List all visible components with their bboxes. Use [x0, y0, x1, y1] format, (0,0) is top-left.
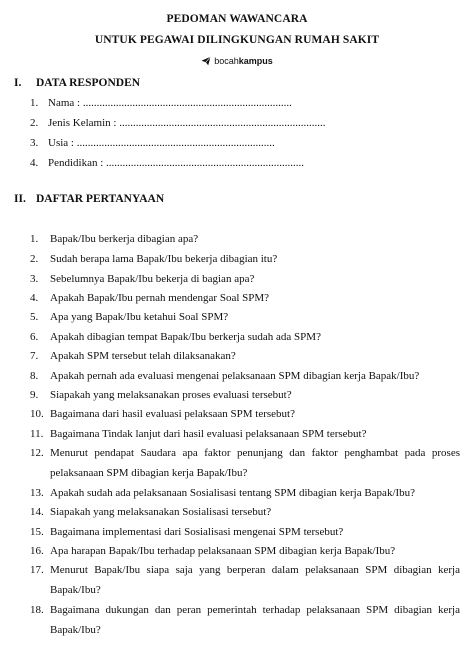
section-title: DATA RESPONDEN	[36, 77, 141, 89]
respondent-field-education: 4. Pendidikan : ........................................................................	[30, 157, 305, 169]
respondent-field-age: 3. Usia : ........................................................................	[30, 137, 275, 149]
field-blank: : ........................................................................	[97, 157, 305, 169]
section-heading-questions	[14, 193, 164, 205]
field-label: Pendidikan	[48, 157, 98, 169]
section-heading-respondent	[14, 77, 140, 89]
field-blank: : ........................................................................	[68, 137, 275, 149]
field-label: Nama	[48, 97, 75, 109]
section-title: DAFTAR PERTANYAAN	[36, 193, 165, 205]
field-label: Jenis Kelamin	[48, 117, 111, 129]
field-label: Usia	[48, 137, 69, 149]
field-blank: : ...........................................................................	[110, 117, 326, 129]
brand-logo	[0, 56, 474, 66]
document-page: PEDOMAN WAWANCARA UNTUK PEGAWAI DILINGKUNGAN RUMAH SAKIT bocah kampus I. DATA RESPONDEN 1. Nama : ............................................................................ 2. Jenis Kelamin : ........................................................................... 3. Usia : ........................................................................ 4. Pendidikan : ........................................................................ II. DAFTAR PERTANYAAN 1. Bapak/Ibu berkerja dibagian apa? 2. Sudah berapa lama Bapak/Ibu bekerja dibagian itu? 3. Sebelumnya Bapak/Ibu bekerja di bagian apa? 4. Apakah Bapak/Ibu pernah mendengar Soal SPM? 5. Apa yang Bapak/Ibu ketahui Soal SPM? 6. Apakah dibagian tempat Bapak/Ibu berkerja sudah ada SPM? 7. Apakah SPM tersebut telah dilaksanakan? 8. Apakah pernah ada evaluasi mengenai pelaksanaan SPM dibagian kerja Bapak/Ibu? 9. Siapakah yang melaksanakan proses evaluasi tersebut? 10. Bagaimana dari hasil evaluasi pelaksaan SPM tersebut? 11. Bagaimana Tindak lanjut dari hasil evaluasi pelaksanaan SPM tersebut? 12. Menurut pendapat Saudara apa faktor penunjang dan faktor penghambat pada proses pelaksanaan SPM dibagian kerja Bapak/Ibu? 13. Apakah sudah ada pelaksanaan Sosialisasi tentang SPM dibagian kerja Bapak/Ibu? 14. Siapakah yang melaksanakan Sosialisasi tersebut? 15. Bagaimana implementasi dari Sosialisasi mengenai SPM tersebut? 16. Apa harapan Bapak/Ibu terhadap pelaksanaan SPM dibagian kerja Bapak/Ibu? 17. Menurut Bapak/Ibu siapa saja yang berperan dalam pelaksanaan SPM dibagian kerja Bapak/Ibu? 18. Bagaimana dukungan dan peran pemerintah terhadap pelaksanaan SPM dibagian kerja Bapak/Ibu?	[0, 0, 474, 659]
field-blank: : ............................................................................	[74, 97, 292, 109]
brand-prefix: bocah	[214, 56, 239, 66]
brand-suffix: kampus	[238, 56, 273, 66]
document-title: PEDOMAN WAWANCARA	[166, 13, 308, 25]
document-subtitle: UNTUK PEGAWAI DILINGKUNGAN RUMAH SAKIT	[94, 34, 380, 46]
section-number: I.	[14, 77, 22, 89]
respondent-field-name: 1. Nama : ............................................................................	[30, 97, 292, 109]
paper-plane-icon	[201, 56, 211, 66]
section-number: II.	[14, 193, 26, 205]
respondent-field-gender: 2. Jenis Kelamin : ...........................................................................	[30, 117, 326, 129]
